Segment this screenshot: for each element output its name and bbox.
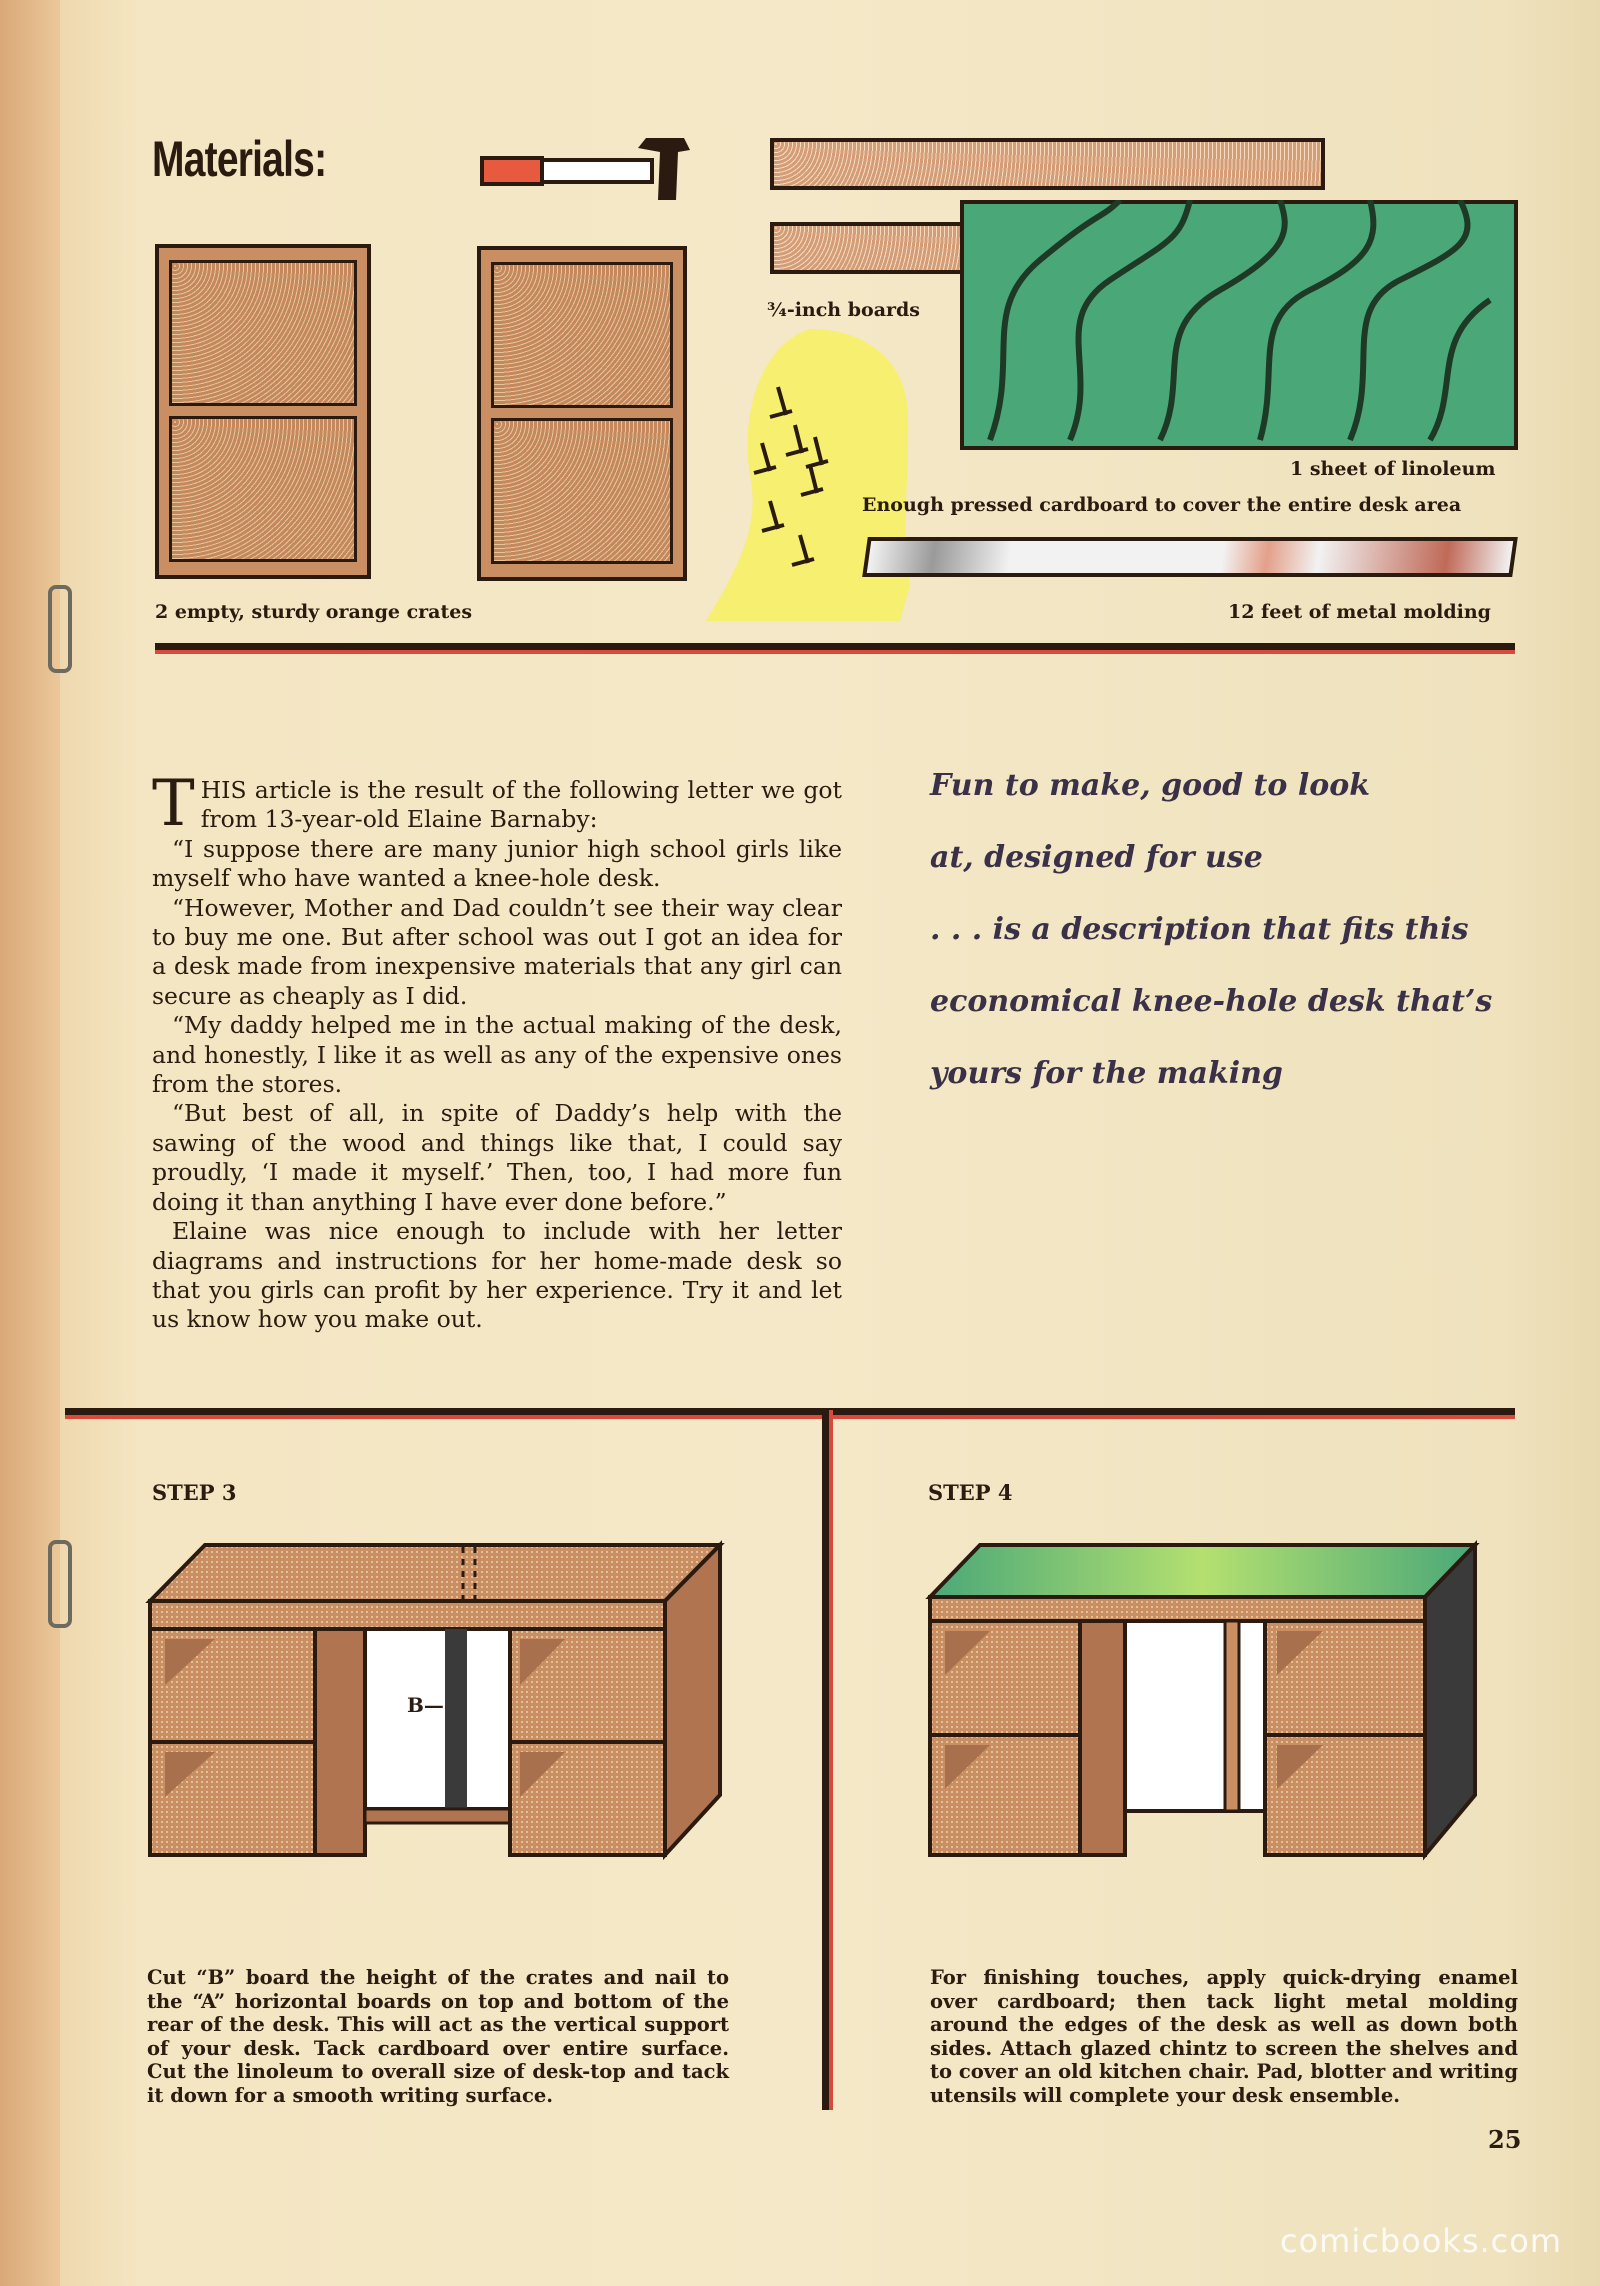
tagline-line: economical knee-hole desk that’s bbox=[930, 984, 1493, 1019]
staple-top bbox=[48, 585, 72, 673]
step4-instructions: For finishing touches, apply quick-drying enamel over cardboard; then tack light metal molding around the edges of the desk as well as down both sides. Attach glazed chintz to screen the shelves and to cover an old kitchen chair. Pad, blotter and writing utensils will complete your desk ensemble. bbox=[930, 1966, 1518, 2107]
tagline-line: yours for the making bbox=[930, 1056, 1283, 1091]
board-b-label: B— bbox=[407, 1693, 444, 1717]
binding-spine bbox=[0, 0, 60, 2286]
tagline-line: at, designed for use bbox=[930, 840, 1263, 875]
cardboard-caption: Enough pressed cardboard to cover the entire desk area bbox=[862, 494, 1462, 516]
step3-instructions: Cut “B” board the height of the crates and nail to the “A” horizontal boards on top and bottom of the rear of the desk. This will act as the vertical support of your desk. Tack cardboard over entire surface. Cut the linoleum to overall size of desk-top and tack it down for a smooth writing surface. bbox=[147, 1966, 729, 2107]
board-top bbox=[770, 138, 1325, 190]
step3-label: STEP 3 bbox=[152, 1480, 237, 1505]
article-paragraph: “However, Mother and Dad couldn’t see their way clear to buy me one. But after school was out I got an idea for a desk made from inexpensive materials that any girl can secure as cheaply as I did. bbox=[152, 893, 842, 1010]
hammer-icon bbox=[478, 130, 698, 210]
boards-caption: ¾-inch boards bbox=[767, 299, 920, 321]
source-watermark: comicbooks.com bbox=[1280, 2222, 1563, 2260]
molding-caption: 12 feet of metal molding bbox=[1228, 601, 1491, 623]
article-body bbox=[152, 767, 842, 1335]
article-paragraph: “But best of all, in spite of Daddy’s help with the sawing of the wood and things like that, I could say proudly, ‘I made it myself.’ Then, too, I had more fun doing it than anything I have ever done before.” bbox=[152, 1099, 842, 1216]
materials-divider bbox=[155, 643, 1515, 650]
article-paragraph: “My daddy helped me in the actual making of the desk, and honestly, I like it as well as any of the expensive ones from the stores. bbox=[152, 1011, 842, 1099]
materials-title: Materials: bbox=[152, 131, 327, 187]
tagline-line: . . . is a description that fits this bbox=[930, 912, 1469, 947]
step4-diagram bbox=[925, 1535, 1480, 1875]
tagline-line: Fun to make, good to look bbox=[930, 768, 1371, 803]
metal-molding bbox=[862, 537, 1518, 577]
linoleum-caption: 1 sheet of linoleum bbox=[1290, 458, 1496, 480]
article-paragraph: “I suppose there are many junior high school girls like myself who have wanted a knee-hole desk. bbox=[152, 834, 842, 893]
crates-caption: 2 empty, sturdy orange crates bbox=[155, 601, 473, 623]
article-paragraph: Elaine was nice enough to include with her letter diagrams and instructions for her home-made desk so that you girls can profit by her experience. Try it and let us know how you make out. bbox=[152, 1217, 842, 1334]
step4-label: STEP 4 bbox=[928, 1480, 1013, 1505]
drop-cap: T bbox=[152, 767, 195, 841]
article-first-paragraph: THIS article is the result of the following letter we got from 13-year-old Elaine Barnaby: bbox=[152, 767, 842, 841]
linoleum-sheet bbox=[960, 200, 1518, 450]
steps-vertical-divider bbox=[822, 1410, 829, 2110]
orange-crate-left bbox=[155, 244, 371, 579]
staple-bottom bbox=[48, 1540, 72, 1628]
nails-illustration bbox=[700, 325, 920, 625]
steps-divider bbox=[65, 1408, 1515, 1415]
orange-crate-right bbox=[477, 246, 687, 581]
page-number: 25 bbox=[1488, 2125, 1522, 2154]
